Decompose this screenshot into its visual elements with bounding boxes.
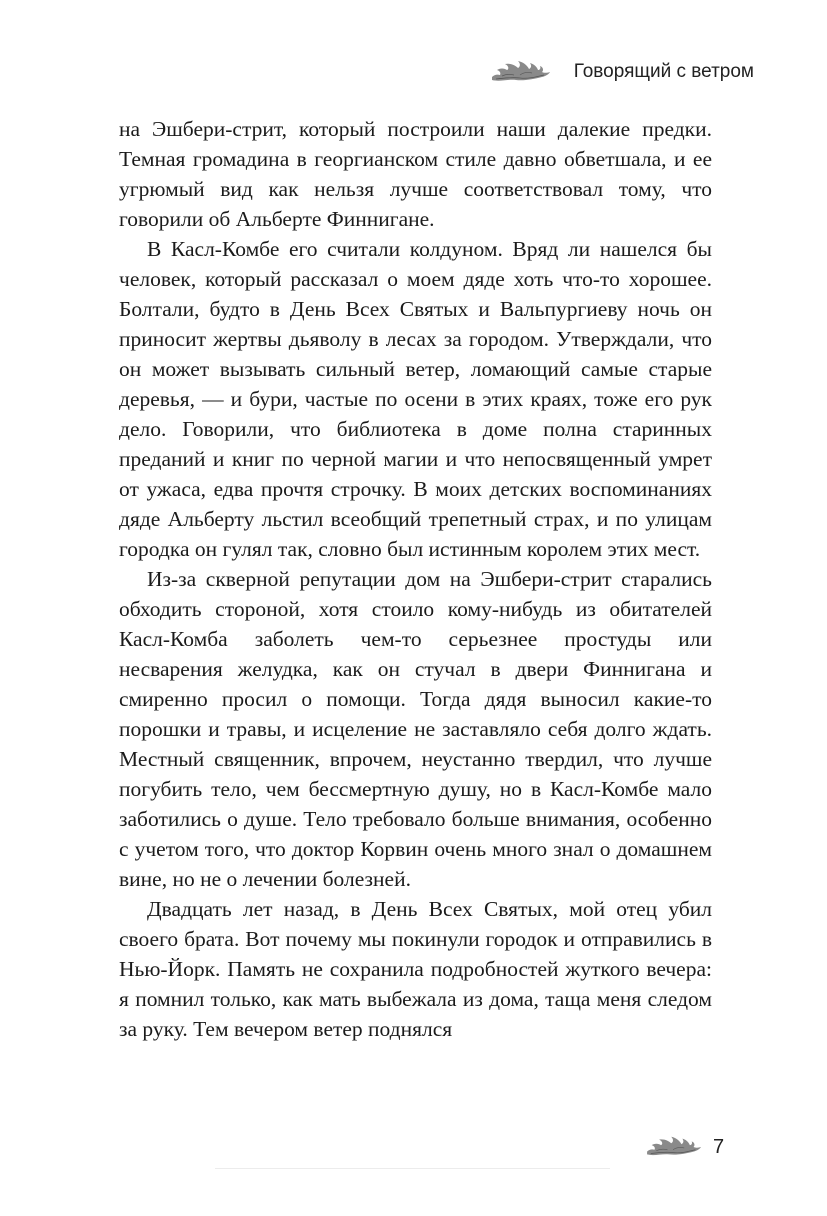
- body-text: [119, 114, 712, 1044]
- folio: [645, 1127, 724, 1167]
- page-number: 7: [713, 1135, 725, 1158]
- running-head: [490, 52, 754, 92]
- wave-dragon-ornament-icon: [490, 58, 552, 86]
- paragraph-2: В Касл-Комбе его считали колдуном. Вряд ли нашелся бы человек, который рассказал о моем дяде хоть что-то хорошее. Болтали, будто в День Всех Святых и Вальпургиеву ночь он приносит жертвы дьяволу в лесах за городом. Утверждали, что он может вызывать сильный ветер, ломающий самые старые деревья, — и бури, частые по осени в этих краях, тоже его рук дело. Говорили, что библиотека в доме полна старинных преданий и книг по черной магии и что непосвященный умрет от ужаса, едва прочтя строчку. В моих детских воспоминаниях дяде Альберту льстил всеобщий трепетный страх, и по улицам городка он гулял так, словно был истинным королем этих мест.: [119, 237, 712, 561]
- paragraph-1: на Эшбери-стрит, который построили наши далекие предки. Темная громадина в георгианском стиле давно обветшала, и ее угрюмый вид как нельзя лучше соответствовал тому, что говорили об Альберте Финнигане.: [119, 117, 712, 231]
- paragraph-3: Из-за скверной репутации дом на Эшбери-стрит старались обходить стороной, хотя стоило кому-нибудь из обитателей Касл-Комба заболеть чем-то серьезнее простуды или несварения желудка, как он стучал в двери Финнигана и смиренно просил о помощи. Тогда дядя выносил какие-то порошки и травы, и исцеление не заставляло себя долго ждать. Местный священник, впрочем, неустанно твердил, что лучше погубить тело, чем бессмертную душу, но в Касл-Комбе мало заботились о душе. Тело требовало больше внимания, особенно с учетом того, что доктор Корвин очень много знал о домашнем вине, но не о лечении болезней.: [119, 567, 712, 891]
- running-head-title: Говорящий с ветром: [573, 61, 754, 82]
- paragraph-4: Двадцать лет назад, в День Всех Святых, мой отец убил своего брата. Вот почему мы покинули городок и отправились в Нью-Йорк. Память не сохранила подробностей жуткого вечера: я помнил только, как мать выбежала из дома, таща меня следом за руку. Тем вечером ветер поднялся: [119, 897, 712, 1041]
- wave-dragon-ornament-icon: [645, 1134, 703, 1160]
- bottom-divider: [215, 1168, 610, 1169]
